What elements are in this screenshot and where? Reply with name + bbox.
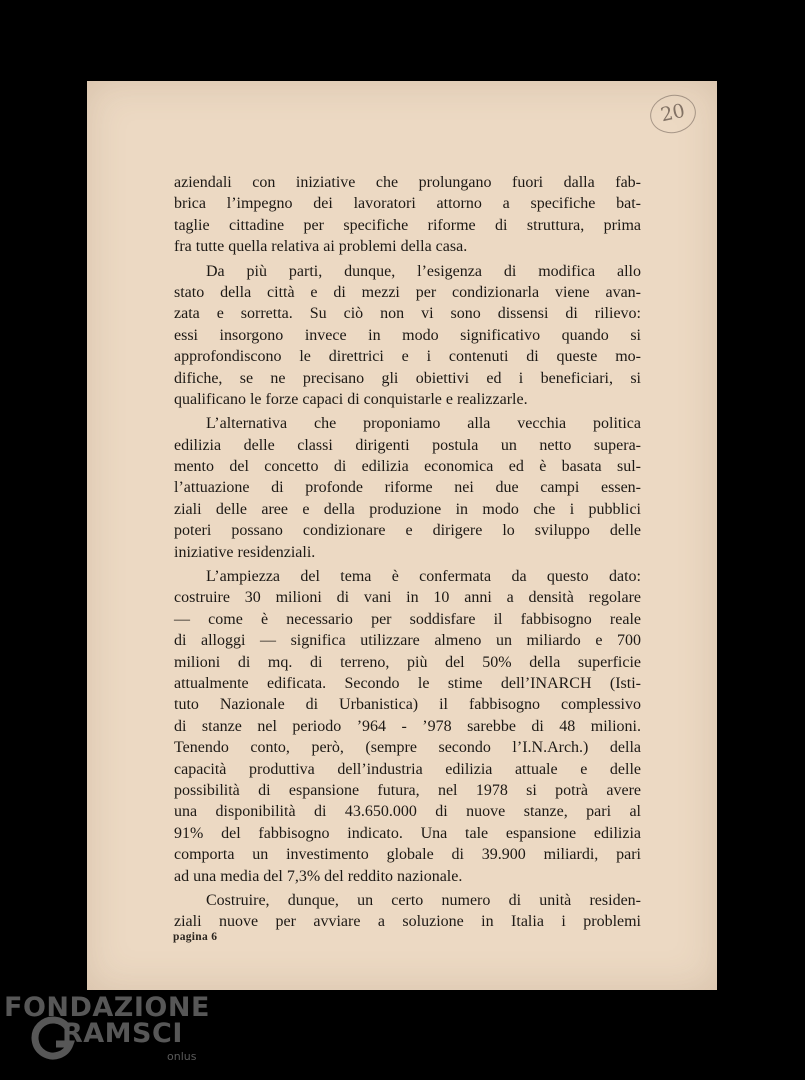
paragraph	[174, 172, 641, 258]
text-line: taglie cittadine per specifiche riforme di struttura, prima	[174, 216, 641, 234]
watermark-line2: RAMSCI	[62, 1018, 183, 1049]
text-line: di stanze nel periodo ’964 - ’978 sarebbe di 48 milioni.	[174, 717, 641, 735]
text-line: qualificano le forze capaci di conquistarle e realizzarle.	[174, 390, 528, 408]
text-line: Da più parti, dunque, l’esigenza di modifica allo	[206, 262, 641, 280]
handwritten-page-number: 20	[647, 91, 700, 138]
text-line: l’attuazione di profonde riforme nei due campi essen-	[174, 479, 641, 497]
body-text	[174, 172, 641, 936]
text-line: L’ampiezza del tema è confermata da questo dato:	[206, 568, 641, 586]
text-line: possibilità di espansione futura, nel 1978 si potrà avere	[174, 781, 641, 799]
text-line: attualmente edificata. Secondo le stime dell’INARCH (Isti-	[174, 674, 641, 692]
watermark-line1: FONDAZIONE	[4, 992, 210, 1023]
text-line: una disponibilità di 43.650.000 di nuove stanze, pari al	[174, 803, 641, 821]
text-line: brica l’impegno dei lavoratori attorno a specifiche bat-	[174, 195, 641, 213]
text-line: mento del concetto di edilizia economica ed è basata sul-	[174, 458, 641, 476]
text-line: stato della città e di mezzi per condizionarla viene avan-	[174, 283, 641, 301]
text-line: di alloggi — significa utilizzare almeno un miliardo e 700	[174, 632, 641, 650]
text-line: ziali delle aree e della produzione in modo che i pubblici	[174, 500, 641, 518]
text-line: ad una media del 7,3% del reddito nazionale.	[174, 867, 463, 885]
text-line: tuto Nazionale di Urbanistica) il fabbisogno complessivo	[174, 696, 641, 714]
paragraph	[174, 566, 641, 887]
text-line: iniziative residenziali.	[174, 543, 316, 561]
document-page	[87, 81, 717, 990]
text-line: essi insorgono invece in modo significativo quando si	[174, 326, 641, 344]
fondazione-gramsci-watermark	[4, 990, 214, 1075]
paragraph	[174, 261, 641, 411]
page-footer-label: pagina 6	[173, 931, 218, 943]
text-line: Costruire, dunque, un certo numero di unità residen-	[206, 891, 641, 909]
text-line: 91% del fabbisogno indicato. Una tale espansione edilizia	[174, 824, 641, 842]
paragraph	[174, 890, 641, 933]
text-line: Tenendo conto, però, (sempre secondo l’I.N.Arch.) della	[174, 739, 641, 757]
text-line: milioni di mq. di terreno, più del 50% della superficie	[174, 653, 641, 671]
text-line: aziendali con iniziative che prolungano fuori dalla fab-	[174, 174, 641, 191]
text-line: approfondiscono le direttrici e i contenuti di queste mo-	[174, 348, 641, 366]
paragraph	[174, 413, 641, 563]
text-line: fra tutte quella relativa ai problemi della casa.	[174, 238, 468, 256]
text-line: — come è necessario per soddisfare il fabbisogno reale	[174, 610, 641, 628]
text-line: ziali nuove per avviare a soluzione in Italia i problemi	[174, 913, 641, 931]
text-line: capacità produttiva dell’industria edilizia attuale e delle	[174, 760, 641, 778]
text-line: poteri possano condizionare e dirigere lo sviluppo delle	[174, 522, 641, 540]
text-line: L’alternativa che proponiamo alla vecchia politica	[206, 415, 641, 433]
text-line: edilizia delle classi dirigenti postula un netto supera-	[174, 436, 641, 454]
text-line: zata e sorretta. Su ciò non vi sono dissensi di rilievo:	[174, 305, 641, 323]
text-line: difiche, se ne precisano gli obiettivi ed i beneficiari, si	[174, 369, 641, 387]
text-line: comporta un investimento globale di 39.900 miliardi, pari	[174, 846, 641, 864]
watermark-suffix: onlus	[167, 1050, 197, 1063]
text-line: costruire 30 milioni di vani in 10 anni a densità regolare	[174, 589, 641, 607]
